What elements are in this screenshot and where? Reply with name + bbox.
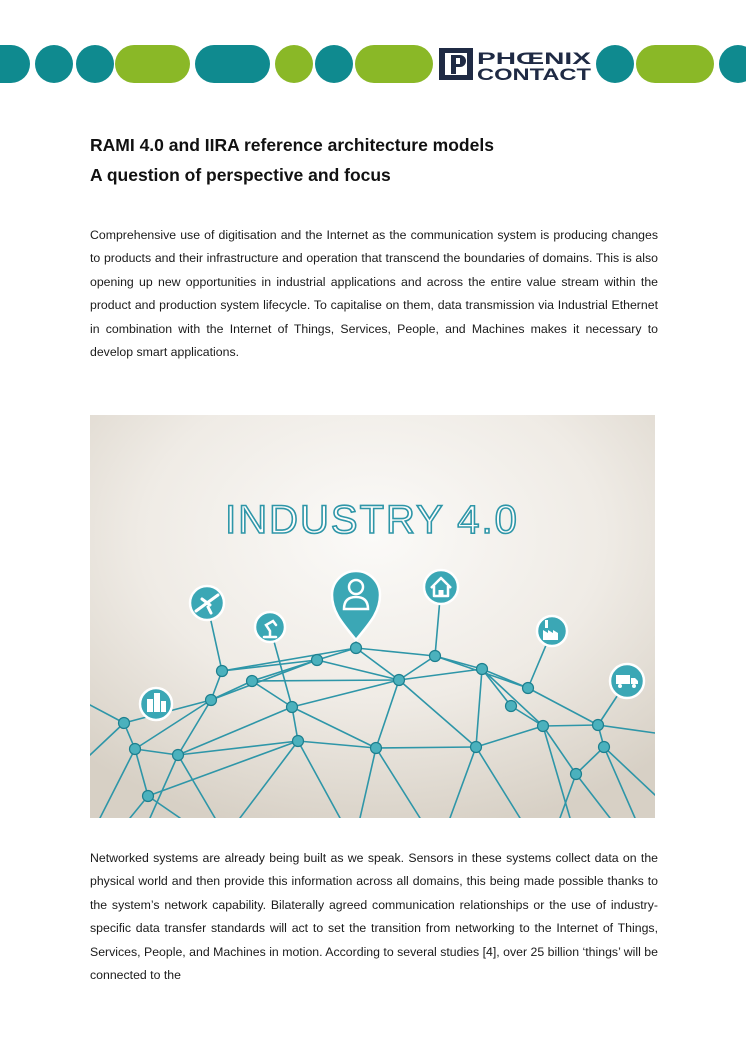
buildings-icon <box>140 688 172 720</box>
mesh-node <box>293 736 304 747</box>
mesh-node <box>471 742 482 753</box>
illustration-headline: INDUSTRY 4.0 <box>225 498 519 542</box>
mesh-node <box>312 655 323 666</box>
mesh-node <box>143 791 154 802</box>
truck-icon <box>610 664 644 698</box>
factory-icon <box>537 616 567 646</box>
document-subtitle: A question of perspective and focus <box>90 165 391 185</box>
title-block <box>90 130 670 190</box>
logo-line-1: PHŒNIX <box>477 49 593 68</box>
mesh-node <box>506 701 517 712</box>
house-icon <box>424 570 458 604</box>
mesh-node <box>571 769 582 780</box>
airplane-icon <box>190 586 224 620</box>
mesh-node <box>593 720 604 731</box>
intro-paragraph: Comprehensive use of digitisation and the Internet as the communication system is producing changes to products and their infrastructure and operation that transcend the boundaries of domains. This is also opening up new opportunities in industrial applications and across the entire value stream within the product and production system lifecycle. To capitalise on them, data transmission via Industrial Ethernet in combination with the Internet of Things, Services, People, and Machines makes it necessary to develop smart applications. <box>90 228 658 360</box>
mesh-link <box>543 725 598 726</box>
mesh-node <box>523 683 534 694</box>
mesh-node <box>538 721 549 732</box>
mesh-node <box>119 718 130 729</box>
mesh-node <box>247 676 258 687</box>
mesh-link <box>376 747 476 748</box>
mesh-node <box>371 743 382 754</box>
mesh-node <box>430 651 441 662</box>
phoenix-contact-logo <box>439 48 592 84</box>
mesh-node <box>477 664 488 675</box>
mesh-node <box>351 643 362 654</box>
mesh-link <box>252 680 399 681</box>
mesh-node <box>217 666 228 677</box>
industry-4-illustration <box>90 415 655 818</box>
body-paragraph: Networked systems are already being built as we speak. Sensors in these systems collect data on the physical world and then provide this information across all domains, this being made possible thanks to the system’s network capability. Bilaterally agreed communication relationships or the use of industry-specific data transfer standards will act to set the transition from networking to the Internet of Things, Services, People, and Machines in motion. According to several studies [4], over 25 billion ‘things’ will be connected to the <box>90 851 658 983</box>
robot-arm-icon <box>255 612 285 642</box>
mesh-node <box>206 695 217 706</box>
mesh-node <box>599 742 610 753</box>
brand-banner <box>0 42 746 86</box>
mesh-node <box>173 750 184 761</box>
document-title: RAMI 4.0 and IIRA reference architecture models <box>90 135 494 155</box>
logo-line-2: CONTACT <box>477 65 592 84</box>
banner-decoration <box>0 45 746 83</box>
mesh-node <box>287 702 298 713</box>
mesh-node <box>394 675 405 686</box>
mesh-node <box>130 744 141 755</box>
